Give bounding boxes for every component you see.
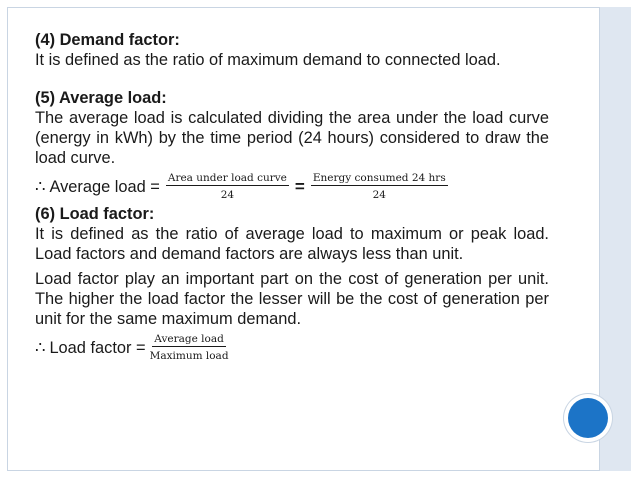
therefore-symbol: ∴ — [35, 177, 46, 196]
fraction-area-over-24 — [166, 171, 289, 202]
equals-sign: = — [294, 176, 305, 196]
load-factor-definition: It is defined as the ratio of average load to maximum or peak load. Load factors and demand factors are always less than unit. — [35, 225, 549, 263]
fraction-denominator: 24 — [372, 189, 386, 201]
fraction-denominator: 24 — [220, 189, 235, 201]
demand-factor-definition: It is defined as the ratio of maximum demand to connected load. — [35, 51, 501, 69]
load-factor-formula — [35, 332, 549, 363]
fraction-numerator: Average load — [154, 333, 224, 345]
heading-load-factor: (6) Load factor: — [35, 205, 155, 223]
fraction-energy-over-24 — [311, 171, 448, 202]
slide-content — [35, 30, 549, 363]
decorative-blue-circle — [568, 398, 608, 438]
fraction-denominator: Maximum load — [149, 350, 229, 362]
heading-demand-factor: (4) Demand factor: — [35, 31, 180, 49]
load-factor-importance: Load factor play an important part on the cost of generation per unit. The higher the load factor the lesser will be the cost of generation per unit for the same maximum demand. — [35, 270, 549, 328]
therefore-symbol: ∴ — [35, 338, 46, 357]
average-load-formula — [35, 171, 549, 202]
fraction-numerator: Energy consumed 24 hrs — [312, 172, 446, 184]
average-load-definition: The average load is calculated dividing the area under the load curve (energy in kWh) by the time period (24 hours) considered to draw the load curve. — [35, 109, 549, 167]
fraction-average-over-maximum — [150, 332, 229, 363]
load-factor-lhs: Load factor = — [49, 338, 146, 357]
heading-average-load: (5) Average load: — [35, 89, 167, 107]
fraction-numerator: Area under load curve — [167, 172, 287, 184]
average-load-lhs: Average load = — [49, 177, 160, 196]
decorative-side-band — [599, 7, 631, 471]
